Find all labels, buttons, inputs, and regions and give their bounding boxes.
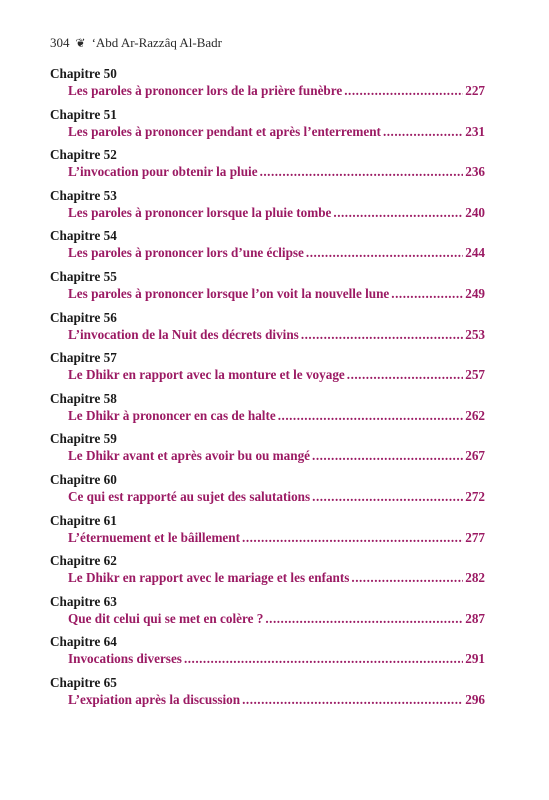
toc-entry xyxy=(50,594,485,635)
chapter-label: Chapitre 57 xyxy=(50,350,117,366)
page-reference: 253 xyxy=(465,326,485,342)
page-reference: 249 xyxy=(465,285,485,301)
toc-entry xyxy=(50,431,485,472)
dot-leader xyxy=(301,326,463,343)
page-reference: 287 xyxy=(465,610,485,626)
toc-line xyxy=(68,610,485,627)
chapter-label: Chapitre 63 xyxy=(50,593,117,609)
chapter-label: Chapitre 65 xyxy=(50,674,117,690)
chapter-label: Chapitre 53 xyxy=(50,187,117,203)
chapter-title: L’expiation après la discussion xyxy=(68,691,241,707)
dot-leader xyxy=(344,82,463,99)
dot-leader xyxy=(242,691,463,708)
page-reference: 296 xyxy=(465,691,485,707)
toc-line xyxy=(68,488,485,505)
toc-entry xyxy=(50,675,485,716)
page-reference: 277 xyxy=(465,529,485,545)
toc-entry xyxy=(50,472,485,513)
dot-leader xyxy=(184,650,463,667)
page-number: 304 xyxy=(50,35,70,50)
page-reference: 227 xyxy=(465,83,485,98)
toc-line xyxy=(68,326,485,343)
chapter-title: Ce qui est rapporté au sujet des salutations xyxy=(68,488,311,504)
chapter-title: Le Dhikr avant et après avoir bu ou mangé xyxy=(68,448,311,464)
toc-entry xyxy=(50,228,485,269)
toc-line xyxy=(68,244,485,261)
chapter-title: Invocations diverses xyxy=(68,651,182,667)
chapter-label: Chapitre 58 xyxy=(50,390,117,406)
chapter-label: Chapitre 64 xyxy=(50,634,117,650)
dot-leader xyxy=(306,244,463,261)
dot-leader xyxy=(347,366,463,383)
page-reference: 262 xyxy=(465,407,485,423)
chapter-label: Chapitre 62 xyxy=(50,553,117,569)
page-reference: 244 xyxy=(465,245,485,261)
page-reference: 240 xyxy=(465,204,485,220)
toc-entry xyxy=(50,350,485,391)
toc-entry xyxy=(50,391,485,432)
toc-line xyxy=(68,204,485,221)
chapter-label: Chapitre 52 xyxy=(50,147,117,163)
toc-line xyxy=(68,447,485,464)
dot-leader xyxy=(312,447,463,464)
toc-entry xyxy=(50,188,485,229)
chapter-title: Les paroles à prononcer lors d’une éclipse xyxy=(68,245,304,261)
chapter-title: Les paroles à prononcer lors de la prière funèbre xyxy=(68,83,343,98)
toc-line xyxy=(68,407,485,424)
chapter-title: Le Dhikr en rapport avec la monture et le voyage xyxy=(68,367,345,383)
dot-leader xyxy=(351,569,463,586)
chapter-label: Chapitre 61 xyxy=(50,512,117,528)
dot-leader xyxy=(265,610,463,627)
chapter-label: Chapitre 60 xyxy=(50,471,117,487)
toc-line xyxy=(68,650,485,667)
page-reference: 231 xyxy=(465,123,485,139)
chapter-title: L’invocation pour obtenir la pluie xyxy=(68,164,258,180)
toc-entry xyxy=(50,310,485,351)
dot-leader xyxy=(312,488,463,505)
toc-line xyxy=(68,82,485,99)
dot-leader xyxy=(260,163,464,180)
toc-entry xyxy=(50,66,485,107)
toc-entry xyxy=(50,269,485,310)
chapter-title: Le Dhikr à prononcer en cas de halte xyxy=(68,407,276,423)
page-reference: 291 xyxy=(465,651,485,667)
toc-entry xyxy=(50,147,485,188)
toc-entry xyxy=(50,553,485,594)
toc-line xyxy=(68,691,485,708)
fleuron-icon: ❦ xyxy=(75,35,86,50)
table-of-contents xyxy=(50,66,485,716)
chapter-label: Chapitre 59 xyxy=(50,431,117,447)
chapter-title: Les paroles à prononcer pendant et après l’enterrement xyxy=(68,123,381,139)
dot-leader xyxy=(278,407,464,424)
chapter-title: L’invocation de la Nuit des décrets divins xyxy=(68,326,299,342)
page-reference: 282 xyxy=(465,570,485,586)
dot-leader xyxy=(391,285,463,302)
toc-line xyxy=(68,529,485,546)
toc-line xyxy=(68,163,485,180)
chapter-title: Le Dhikr en rapport avec le mariage et les enfants xyxy=(68,570,350,586)
running-header xyxy=(50,35,222,51)
dot-leader xyxy=(383,123,463,140)
chapter-title: L’éternuement et le bâillement xyxy=(68,529,241,545)
author-name: ‘Abd Ar-Razzâq Al-Badr xyxy=(91,35,222,50)
chapter-label: Chapitre 50 xyxy=(50,66,117,81)
chapter-label: Chapitre 56 xyxy=(50,309,117,325)
page-reference: 267 xyxy=(465,448,485,464)
chapter-title: Les paroles à prononcer lorsque l’on voit la nouvelle lune xyxy=(68,285,390,301)
toc-entry xyxy=(50,513,485,554)
toc-entry xyxy=(50,634,485,675)
page-reference: 272 xyxy=(465,488,485,504)
toc-entry xyxy=(50,107,485,148)
toc-line xyxy=(68,123,485,140)
chapter-title: Les paroles à prononcer lorsque la pluie tombe xyxy=(68,204,332,220)
chapter-label: Chapitre 54 xyxy=(50,228,117,244)
dot-leader xyxy=(333,204,463,221)
toc-line xyxy=(68,285,485,302)
toc-line xyxy=(68,569,485,586)
chapter-label: Chapitre 51 xyxy=(50,106,117,122)
toc-line xyxy=(68,366,485,383)
chapter-title: Que dit celui qui se met en colère ? xyxy=(68,610,264,626)
page-reference: 257 xyxy=(465,367,485,383)
page-reference: 236 xyxy=(465,164,485,180)
dot-leader xyxy=(242,529,463,546)
chapter-label: Chapitre 55 xyxy=(50,268,117,284)
